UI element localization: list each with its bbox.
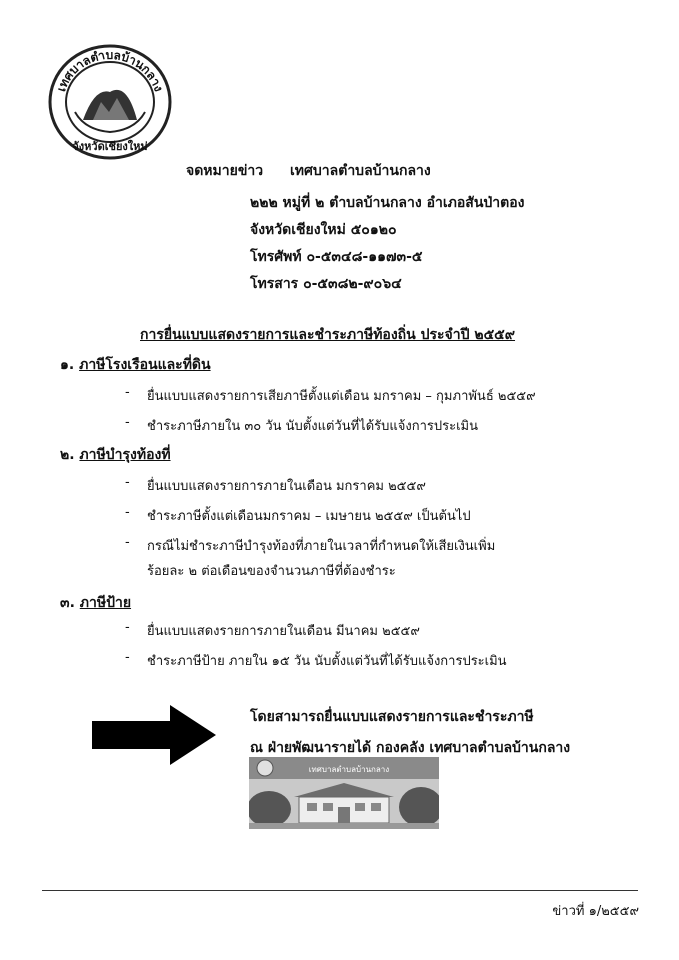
address-line-1: ๒๒๒ หมู่ที่ ๒ ตำบลบ้านกลาง อำเภอสันป่าตอง: [250, 195, 525, 211]
page-title: การยื่นแบบแสดงรายการและชำระภาษีท้องถิ่น ประจำปี ๒๕๕๙: [140, 327, 516, 343]
section-1-number: ๑.: [60, 357, 75, 373]
list-item: - ชำระภาษีภายใน ๓๐ วัน นับตั้งแต่วันที่ได้รับแจ้งการประเมิน: [125, 415, 478, 434]
footer-divider: [42, 890, 638, 891]
note-line-2: ณ ฝ่ายพัฒนารายได้ กองคลัง เทศบาลตำบลบ้านกลาง: [250, 740, 571, 756]
note-line-1: โดยสามารถยื่นแบบแสดงรายการและชำระภาษี: [250, 709, 534, 725]
seal-text-top: เทศบาลตำบลบ้านกลาง: [54, 47, 166, 94]
footer-label: ข่าวที่: [552, 904, 585, 919]
section-1-title: ภาษีโรงเรือนและที่ดิน: [79, 357, 211, 373]
section-2-number: ๒.: [60, 447, 75, 463]
footer-number: ๑/๒๕๕๙: [588, 904, 639, 919]
section-3-heading: [60, 592, 131, 614]
section-2-heading: [60, 444, 171, 466]
section-3-number: ๓.: [60, 595, 75, 611]
footer-issue: [552, 900, 639, 921]
list-item: - ยื่นแบบแสดงรายการภายในเดือน มกราคม ๒๕๕๙: [125, 475, 426, 494]
list-item: - ชำระภาษีตั้งแต่เดือนมกราคม – เมษายน ๒๕๕๙ เป็นต้นไป: [125, 505, 471, 524]
list-item: - ยื่นแบบแสดงรายการเสียภาษีตั้งแต่เดือน มกราคม – กุมภาพันธ์ ๒๕๕๙: [125, 385, 536, 404]
seal-text-bottom: จังหวัดเชียงใหม่: [72, 140, 148, 153]
municipality-seal: [45, 42, 175, 162]
list-item: - ชำระภาษีป้าย ภายใน ๑๕ วัน นับตั้งแต่วันที่ได้รับแจ้งการประเมิน: [125, 650, 507, 669]
list-item-continuation: ร้อยละ ๒ ต่อเดือนของจำนวนภาษีที่ต้องชำระ: [147, 564, 396, 579]
phone-line: โทรศัพท์ ๐-๕๓๔๘-๑๑๗๓-๕: [250, 249, 423, 265]
section-1-heading: [60, 354, 211, 376]
section-2-title: ภาษีบำรุงท้องที่: [79, 447, 171, 463]
address-line-2: จังหวัดเชียงใหม่ ๕๐๑๒๐: [250, 222, 397, 238]
org-name: เทศบาลตำบลบ้านกลาง: [290, 163, 431, 179]
list-item: - กรณีไม่ชำระภาษีบำรุงท้องที่ภายในเวลาที่กำหนดให้เสียเงินเพิ่ม: [125, 535, 496, 554]
right-arrow-icon: [92, 705, 216, 769]
photo-caption: เทศบาลตำบลบ้านกลาง: [308, 765, 390, 774]
newsletter-label: จดหมายข่าว: [186, 163, 264, 179]
section-3-title: ภาษีป้าย: [79, 595, 132, 611]
list-item: - ยื่นแบบแสดงรายการภายในเดือน มีนาคม ๒๕๕๙: [125, 620, 420, 639]
fax-line: โทรสาร ๐-๕๓๘๒-๙๐๖๔: [250, 276, 402, 292]
office-building-photo: [249, 757, 439, 829]
